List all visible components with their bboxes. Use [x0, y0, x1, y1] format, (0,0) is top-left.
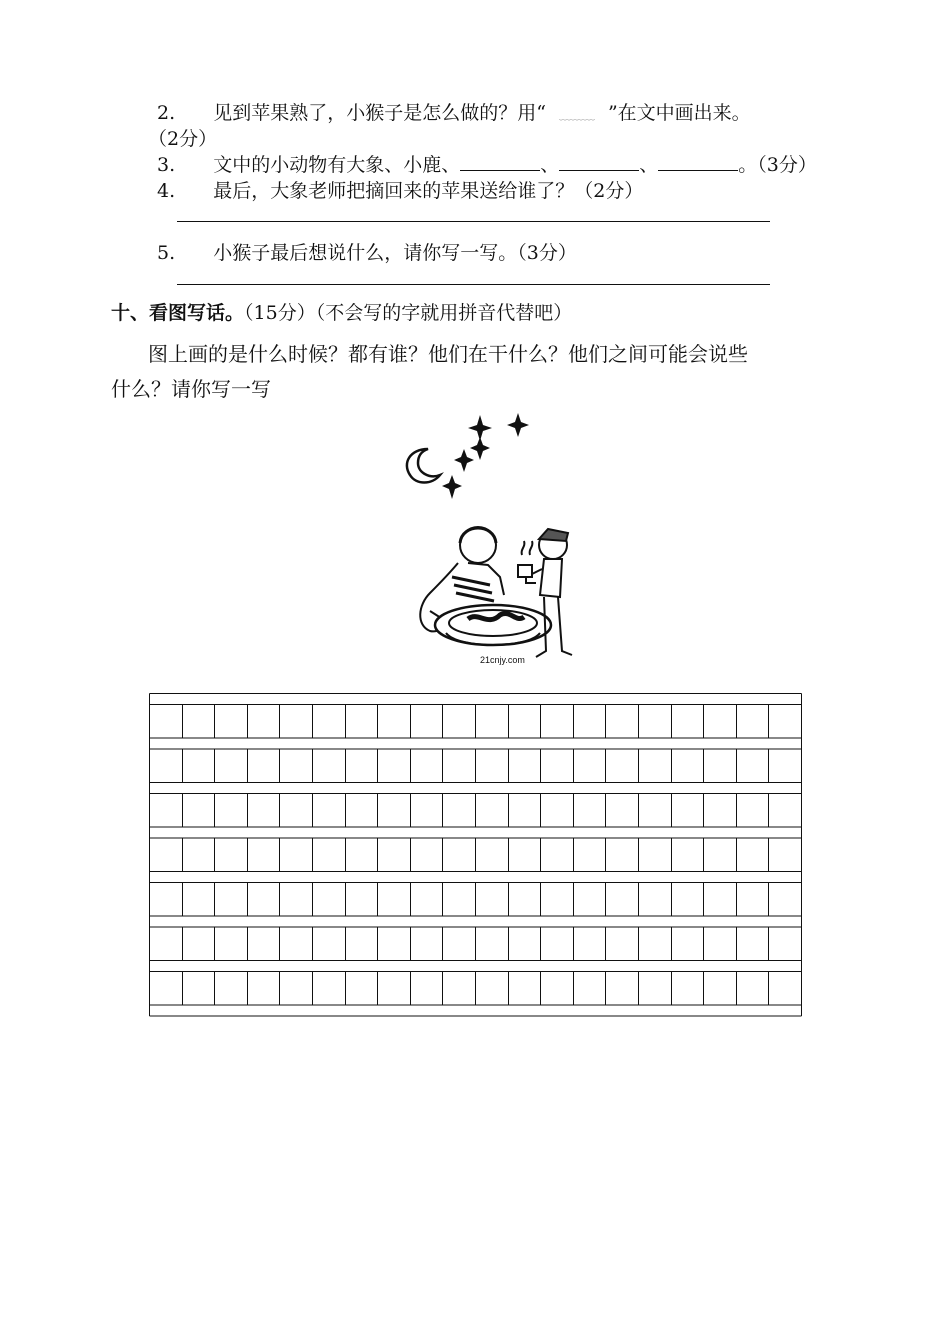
- question-text: 文中的小动物有大象、小鹿、: [213, 154, 461, 176]
- question-number: 5.: [157, 242, 176, 264]
- section-ten-heading: [111, 298, 572, 325]
- wavy-underline-mark: ﹏﹏﹏: [558, 108, 595, 122]
- answer-line[interactable]: [177, 221, 770, 222]
- mother-child-illustration: [408, 515, 593, 670]
- question-5: [157, 238, 577, 265]
- question-text: 见到苹果熟了，小猴子是怎么做的？用“: [213, 102, 546, 124]
- question-text: 小猴子最后想说什么，请你写一写。（3分）: [213, 242, 577, 264]
- question-4: [157, 176, 643, 203]
- section-note: （15分）（不会写的字就用拼音代替吧）: [244, 302, 573, 324]
- answer-blank[interactable]: [559, 154, 639, 171]
- night-sky-image: [380, 405, 620, 510]
- question-text: 最后，大象老师把摘回来的苹果送给谁了？（2分）: [213, 180, 644, 202]
- question-number: 2.: [157, 102, 176, 124]
- answer-blank[interactable]: [658, 154, 738, 171]
- question-2: [157, 98, 751, 125]
- question-number: 3.: [157, 154, 176, 176]
- question-number: 4.: [157, 180, 176, 202]
- prompt-line-2: 什么？请你写一写: [111, 377, 271, 401]
- prompt-line-1: 图上画的是什么时候？都有谁？他们在干什么？他们之间可能会说些: [148, 342, 748, 366]
- question-text-end: ”在文中画出来。: [607, 102, 751, 124]
- star-icon: [442, 413, 529, 499]
- section-title: 十、看图写话。: [111, 302, 245, 324]
- writing-grid[interactable]: [149, 693, 803, 1023]
- image-watermark: 21cnjy.com: [480, 655, 525, 665]
- writing-grid-svg: [149, 693, 803, 1018]
- crescent-moon-icon: [407, 449, 440, 483]
- question-2-score: （2分）: [148, 128, 218, 150]
- answer-blank[interactable]: [460, 154, 540, 171]
- question-3: 3. 文中的小动物有大象、小鹿、 、 、 。（3分）: [157, 154, 817, 176]
- answer-line[interactable]: [177, 284, 770, 285]
